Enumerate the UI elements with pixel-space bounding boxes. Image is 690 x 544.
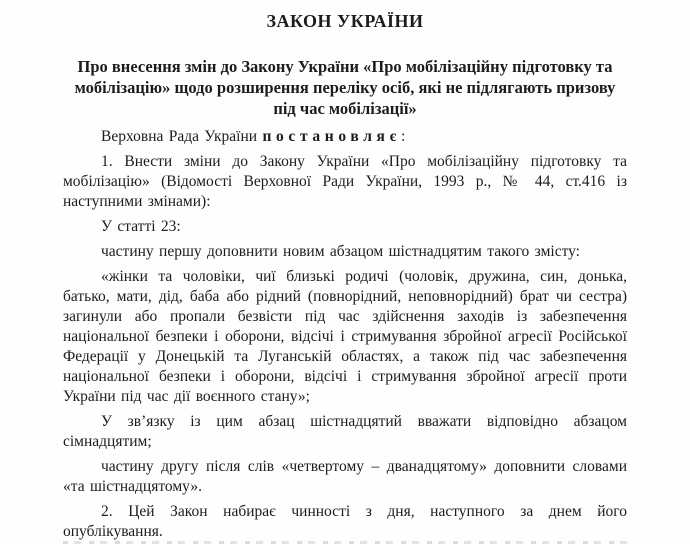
paragraph-renumbering: У зв’язку із цим абзац шістнадцятий вважати відповідно абзацом сімнадцятим; <box>63 413 627 450</box>
document-subtitle: Про внесення змін до Закону України «Про мобілізаційну підготовку та мобілізацію» щодо розширення переліку осіб, які не підлягають призову під час мобілізації» <box>74 57 616 118</box>
paragraph-part-two-addition: частину другу після слів «четвертому – дванадцятому» доповнити словами «та шістнадцятому». <box>63 458 627 495</box>
enactment-verb: постановляє <box>262 128 401 145</box>
paragraph-article-23: У статті 23: <box>101 218 181 235</box>
paragraph-quoted-provision: «жінки та чоловіки, чиї близькі родичі (чоловік, дружина, син, донька, батько, мати, дід, баба або рідний (повнорідний, неповнорідний) брат чи сестра) загинули або пропали безвісти під час здійснення заходів із забезпечення національної безпеки і оборони, відсічі і стримування збройної агресії Російської Федерації у Донецькій та Луганській областях, а також під час забезпечення національної безпеки і оборони, відсічі і стримування збройної агресії проти України під час дії воєнного стану»; <box>63 268 627 405</box>
paragraph-part-one-addition: частину першу доповнити новим абзацом шістнадцятим такого змісту: <box>101 243 580 260</box>
paragraph-amendment-intro: 1. Внести зміни до Закону України «Про мобілізаційну підготовку та мобілізацію» (Відомості Верховної Ради України, 1993 р., № 44, ст.416 із наступними змінами): <box>63 153 627 210</box>
document-title: ЗАКОН УКРАЇНИ <box>266 11 424 31</box>
enactment-suffix: : <box>400 128 406 145</box>
paragraph-entry-into-force: 2. Цей Закон набирає чинності з дня, наступного за днем його опублікування. <box>63 503 627 540</box>
enactment-prefix: Верховна Рада України <box>101 128 263 145</box>
enactment-clause <box>63 127 627 147</box>
